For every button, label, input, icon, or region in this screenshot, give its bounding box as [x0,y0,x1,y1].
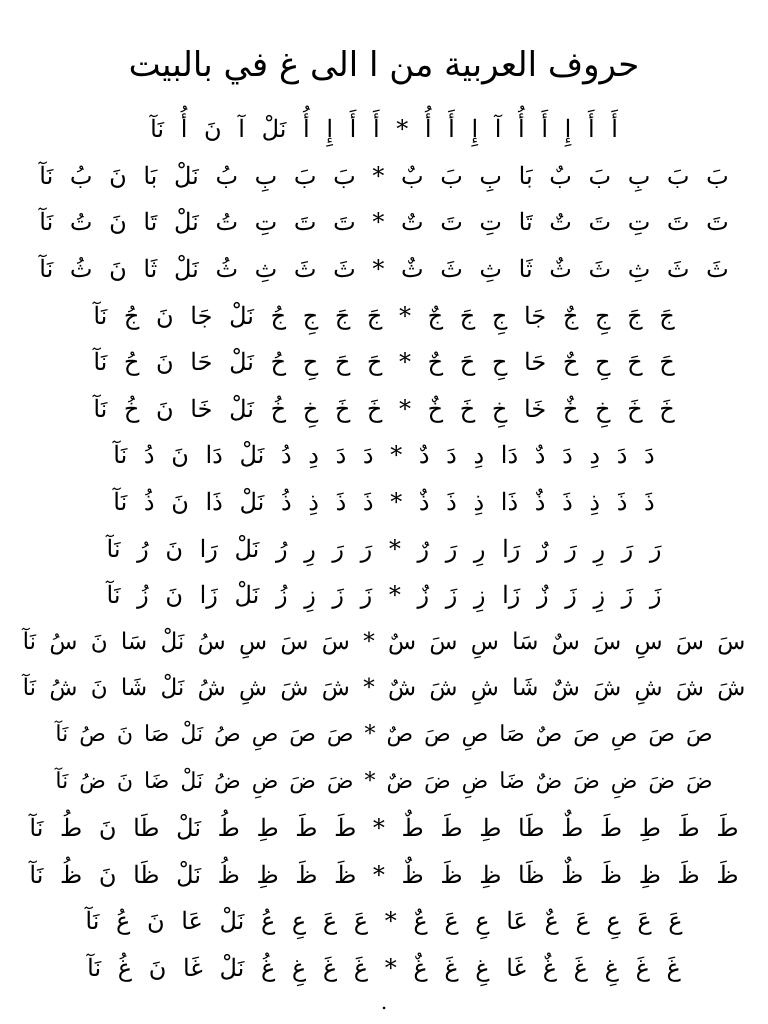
letter-row-ta: تَ تَ تِ تَ تٌ تَا تِ تَ تٌ * تَ تَ تِ تُ نَلْ تَا نَ تُ نَآ [39,208,729,237]
letter-row-shin: شَ شَ شِ شَ شٌ شَا شِ شَ شٌ * شَ شَ شِ شُ نَلْ شَا نَ شُ نَآ [22,675,746,702]
page-title: حروف العربية من ا الى غ في بالبيت [128,45,640,85]
letter-row-dad: ضَ ضَ ضِ ضَ ضٌ ضَا ضِ ضَ ضٌ * ضَ ضَ ضِ ضُ نَلْ ضَا نَ ضُ نَآ [55,768,713,794]
letter-row-ghayn: غَ غَ غِ غَ غٌ غَا غِ غَ غٌ * غَ غَ غِ غُ نَلْ غَا نَ غُ نَآ [87,953,681,982]
letter-row-tha: ثَ ثَ ثِ ثَ ثٌ ثَا ثِ ثَ ثٌ * ثَ ثَ ثِ ثُ نَلْ ثَا نَ ثُ نَآ [39,255,729,284]
letter-rows [22,106,746,991]
letter-row-jim: جَ جَ جِ جٌ جَا جِ جَ جٌ * جَ جَ جِ جُ نَلْ جَا نَ جُ نَآ [93,301,675,330]
letter-row-ta-emphatic: طَ طَ طِ طَ طٌ طَا طِ طَ طٌ * طَ طَ طِ طُ نَلْ طَا نَ طُ نَآ [29,814,739,843]
letter-row-sad: صَ صَ صِ صَ صٌ صَا صِ صَ صٌ * صَ صَ صِ صُ نَلْ صَا نَ صُ نَآ [55,722,713,748]
letter-row-alif: أَ أَ إِ أَ أُ آ إِ أَ أُ * أَ أَ إِ أُ نَلْ آ نَ أُ نَآ [150,115,618,144]
letter-row-sin: سَ سَ سِ سَ سٌ سَا سِ سَ سٌ * سَ سَ سِ سُ نَلْ سَا نَ سُ نَآ [22,628,746,655]
letter-row-kha: خَ خَ خِ خٌ خَا خِ خَ خٌ * خَ خَ خِ خُ نَلْ خَا نَ خُ نَآ [93,394,675,423]
letter-row-ra: رَ رَ رِ رَ رٌ رَا رِ رَ رٌ * رَ رَ رِ رُ نَلْ رَا نَ رُ نَآ [106,534,662,563]
letter-row-zay: زَ زَ زِ زَ زٌ زَا زِ زَ زٌ * زَ زَ زِ زُ نَلْ زَا نَ زُ نَآ [106,581,662,610]
letter-row-dal: دَ دَ دِ دَ دٌ دَا دِ دَ دٌ * دَ دَ دِ دُ نَلْ دَا نَ دُ نَآ [113,441,655,470]
letter-row-dhal: ذَ ذَ ذِ ذَ ذٌ ذَا ذِ ذَ ذٌ * ذَ ذَ ذِ ذُ نَلْ ذَا نَ ذُ نَآ [113,488,655,517]
letter-row-ayn: عَ عَ عِ عَ عٌ عَا عِ عَ عٌ * عَ عَ عِ عُ نَلْ عَا نَ عُ نَآ [85,907,683,936]
footer-mark: . [380,990,388,1014]
letter-row-za: ظَ ظَ ظِ ظَ ظٌ ظَا ظِ ظَ ظٌ * ظَ ظَ ظِ ظُ نَلْ ظَا نَ ظُ نَآ [29,860,739,889]
letter-row-ba: بَ بَ بِ بَ بٌ بَا بِ بَ بٌ * بَ بَ بِ بُ نَلْ بَا نَ بُ نَآ [39,161,729,190]
letter-row-ha: حَ حَ حِ حٌ حَا حِ حَ حٌ * حَ حَ حِ حُ نَلْ حَا نَ حُ نَآ [93,348,675,377]
